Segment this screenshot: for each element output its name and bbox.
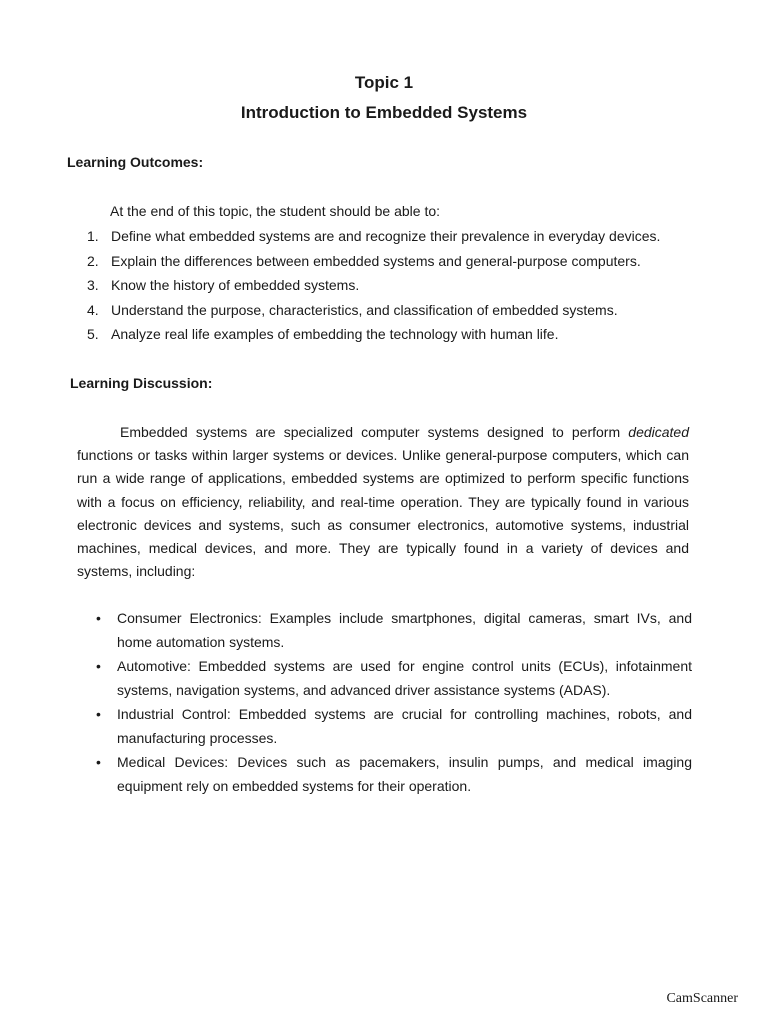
item-text: Explain the differences between embedded systems and general-purpose computers. <box>111 252 641 269</box>
list-item <box>96 751 692 798</box>
item-text: Understand the purpose, characteristics, and classification of embedded systems. <box>111 301 618 318</box>
list-item <box>87 325 727 350</box>
item-number: 1. <box>87 228 99 244</box>
paragraph-emphasis: dedicated <box>628 424 689 440</box>
list-item <box>96 703 692 750</box>
bullet-icon: • <box>96 610 101 626</box>
list-item <box>96 655 692 702</box>
scanner-watermark: CamScanner <box>666 991 738 1006</box>
bullet-text: Automotive: Embedded systems are used for engine control units (ECUs), infotainment systems, navigation systems, and advanced driver assistance systems (ADAS). <box>117 658 692 698</box>
list-item <box>87 276 727 301</box>
bullet-icon: • <box>96 658 101 674</box>
learning-outcomes-heading: Learning Outcomes: <box>67 154 204 170</box>
bullet-text: Medical Devices: Devices such as pacemakers, insulin pumps, and medical imaging equipment rely on embedded systems for their operation. <box>117 754 692 794</box>
page-title: Introduction to Embedded Systems <box>240 103 528 122</box>
discussion-paragraph <box>77 421 689 583</box>
list-item <box>87 227 727 252</box>
learning-outcomes-list <box>87 227 727 350</box>
bullet-text: Industrial Control: Embedded systems are crucial for controlling machines, robots, and manufacturing processes. <box>117 706 692 746</box>
list-item <box>96 607 692 654</box>
paragraph-text-start: Embedded systems are specialized computer systems designed to perform <box>120 424 629 440</box>
outcomes-intro: At the end of this topic, the student should be able to: <box>110 203 441 219</box>
bullet-icon: • <box>96 706 101 722</box>
item-text: Define what embedded systems are and recognize their prevalence in everyday devices. <box>111 228 661 244</box>
learning-discussion-heading: Learning Discussion: <box>70 375 213 391</box>
bullet-icon: • <box>96 754 101 770</box>
item-number: 3. <box>87 277 99 293</box>
list-item <box>87 252 727 277</box>
item-text: Analyze real life examples of embedding the technology with human life. <box>111 326 559 342</box>
item-text: Know the history of embedded systems. <box>111 277 360 293</box>
bullet-text: Consumer Electronics: Examples include smartphones, digital cameras, smart IVs, and home automation systems. <box>117 610 692 650</box>
item-number: 4. <box>87 301 99 318</box>
list-item <box>87 301 727 326</box>
examples-list <box>96 607 692 799</box>
topic-number: Topic 1 <box>354 73 414 92</box>
item-number: 2. <box>87 252 99 269</box>
paragraph-text-end: functions or tasks within larger systems or devices. Unlike general-purpose computers, which can run a wide range of applications, embedded systems are optimized to perform specific functions with a focus on efficiency, reliability, and real-time operation. They are typically found in various electronic devices and systems, such as consumer electronics, automotive systems, industrial machines, medical devices, and more. They are typically found in a variety of devices and systems, including: <box>77 447 689 580</box>
item-number: 5. <box>87 326 99 342</box>
